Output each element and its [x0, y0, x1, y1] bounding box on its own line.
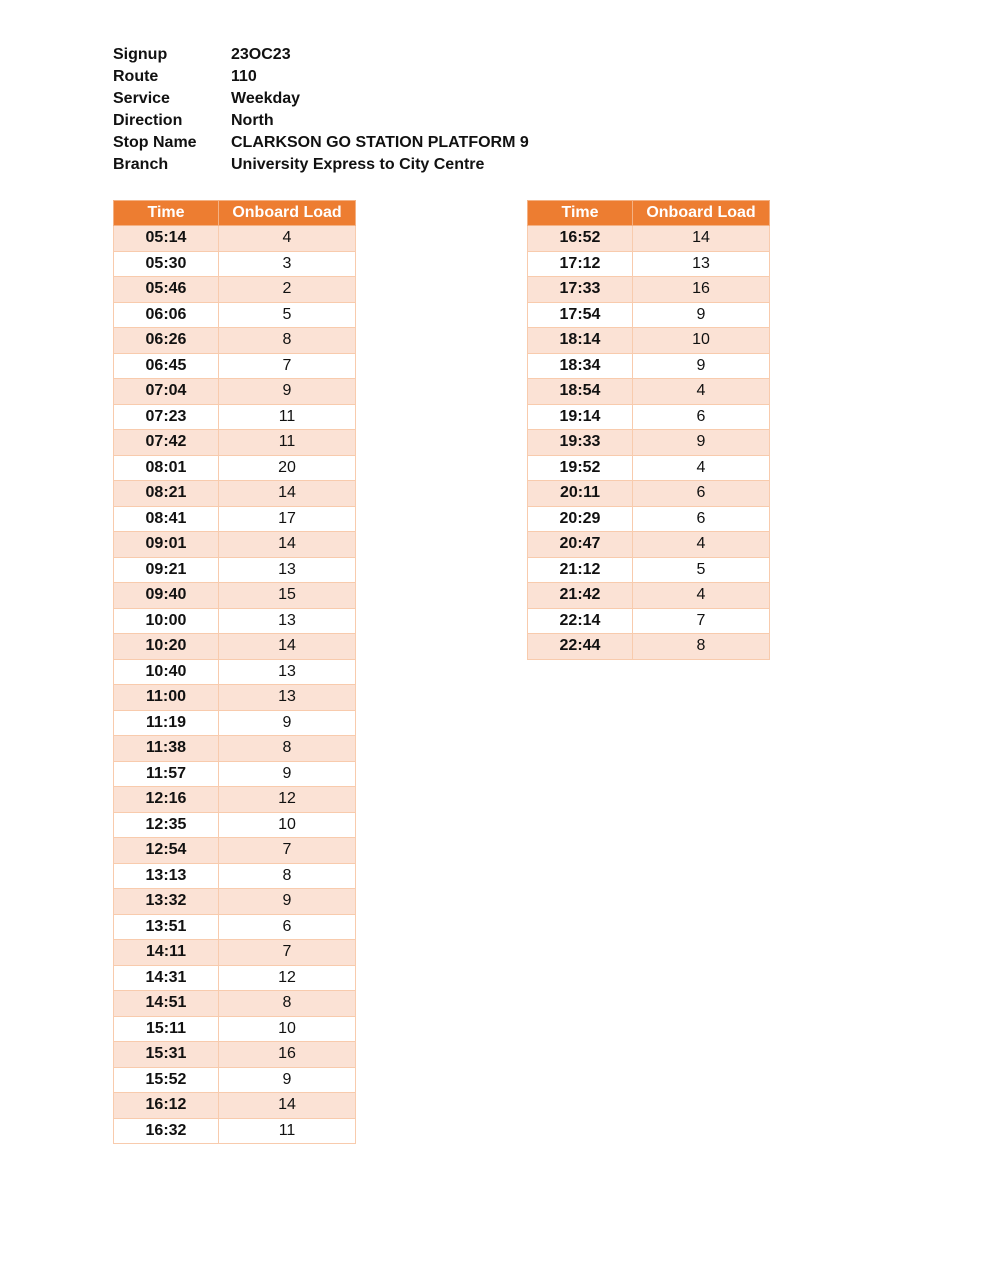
- meta-value: 23OC23: [231, 46, 291, 63]
- table-row: [528, 430, 770, 456]
- table-row: [528, 608, 770, 634]
- table-row: [528, 532, 770, 558]
- table-row: [114, 889, 356, 915]
- time-cell: 16:52: [528, 226, 633, 252]
- table-row: [114, 608, 356, 634]
- load-cell: 8: [219, 991, 356, 1017]
- table-row: [114, 685, 356, 711]
- load-cell: 9: [633, 353, 770, 379]
- time-cell: 11:19: [114, 710, 219, 736]
- meta-label: Service: [113, 90, 170, 107]
- time-cell: 14:11: [114, 940, 219, 966]
- load-cell: 9: [219, 710, 356, 736]
- meta-row-direction: [113, 110, 529, 132]
- load-cell: 11: [219, 430, 356, 456]
- table-row: [528, 404, 770, 430]
- table-row: [114, 659, 356, 685]
- time-cell: 08:01: [114, 455, 219, 481]
- load-cell: 9: [219, 889, 356, 915]
- load-table-left: [113, 200, 356, 1144]
- time-cell: 16:12: [114, 1093, 219, 1119]
- time-cell: 06:45: [114, 353, 219, 379]
- load-cell: 8: [219, 863, 356, 889]
- table-row: [114, 1016, 356, 1042]
- load-cell: 12: [219, 787, 356, 813]
- table-row: [528, 583, 770, 609]
- time-cell: 22:14: [528, 608, 633, 634]
- table-row: [528, 506, 770, 532]
- table-row: [114, 761, 356, 787]
- load-cell: 2: [219, 277, 356, 303]
- time-cell: 20:47: [528, 532, 633, 558]
- table-row: [114, 455, 356, 481]
- route-info: [113, 44, 529, 176]
- time-cell: 10:40: [114, 659, 219, 685]
- time-cell: 19:14: [528, 404, 633, 430]
- table-row: [114, 634, 356, 660]
- load-cell: 9: [219, 761, 356, 787]
- load-cell: 4: [633, 532, 770, 558]
- time-cell: 11:00: [114, 685, 219, 711]
- load-cell: 14: [219, 532, 356, 558]
- meta-value: University Express to City Centre: [231, 156, 485, 173]
- time-cell: 15:31: [114, 1042, 219, 1068]
- table-row: [114, 1042, 356, 1068]
- load-column-header: Onboard Load: [219, 201, 356, 226]
- load-cell: 6: [633, 404, 770, 430]
- table-row: [114, 328, 356, 354]
- time-cell: 07:04: [114, 379, 219, 405]
- time-cell: 17:54: [528, 302, 633, 328]
- table-row: [114, 379, 356, 405]
- time-cell: 08:41: [114, 506, 219, 532]
- time-cell: 08:21: [114, 481, 219, 507]
- table-row: [528, 277, 770, 303]
- load-cell: 7: [633, 608, 770, 634]
- time-cell: 19:33: [528, 430, 633, 456]
- load-cell: 13: [219, 659, 356, 685]
- time-cell: 12:35: [114, 812, 219, 838]
- meta-label: Branch: [113, 156, 169, 173]
- table-row: [114, 506, 356, 532]
- table-row: [114, 251, 356, 277]
- table-row: [114, 1093, 356, 1119]
- load-table-body: [114, 226, 356, 1144]
- time-cell: 07:23: [114, 404, 219, 430]
- table-row: [114, 302, 356, 328]
- time-cell: 09:40: [114, 583, 219, 609]
- time-cell: 12:54: [114, 838, 219, 864]
- table-row: [114, 557, 356, 583]
- load-cell: 13: [633, 251, 770, 277]
- time-cell: 09:21: [114, 557, 219, 583]
- meta-row-stop-name: [113, 132, 529, 154]
- meta-label: Signup: [113, 46, 168, 63]
- table-row: [528, 353, 770, 379]
- load-cell: 5: [633, 557, 770, 583]
- load-cell: 8: [219, 328, 356, 354]
- load-cell: 16: [633, 277, 770, 303]
- time-cell: 06:06: [114, 302, 219, 328]
- load-cell: 9: [633, 430, 770, 456]
- table-row: [114, 736, 356, 762]
- load-cell: 11: [219, 404, 356, 430]
- table-row: [114, 1118, 356, 1144]
- meta-value: Weekday: [231, 90, 301, 107]
- load-cell: 12: [219, 965, 356, 991]
- load-cell: 9: [219, 379, 356, 405]
- table-row: [114, 838, 356, 864]
- load-cell: 14: [633, 226, 770, 252]
- load-cell: 4: [633, 379, 770, 405]
- table-row: [114, 863, 356, 889]
- time-cell: 12:16: [114, 787, 219, 813]
- table-header-row: [114, 201, 356, 226]
- time-cell: 21:12: [528, 557, 633, 583]
- load-cell: 14: [219, 1093, 356, 1119]
- table-row: [528, 634, 770, 660]
- time-cell: 10:00: [114, 608, 219, 634]
- time-cell: 19:52: [528, 455, 633, 481]
- meta-row-route: [113, 66, 529, 88]
- load-cell: 13: [219, 608, 356, 634]
- table-row: [528, 251, 770, 277]
- load-cell: 7: [219, 838, 356, 864]
- time-cell: 20:29: [528, 506, 633, 532]
- table-row: [528, 455, 770, 481]
- load-cell: 20: [219, 455, 356, 481]
- meta-value: CLARKSON GO STATION PLATFORM 9: [231, 134, 529, 151]
- load-cell: 4: [633, 583, 770, 609]
- time-cell: 05:46: [114, 277, 219, 303]
- load-cell: 16: [219, 1042, 356, 1068]
- time-cell: 13:32: [114, 889, 219, 915]
- time-cell: 09:01: [114, 532, 219, 558]
- time-cell: 20:11: [528, 481, 633, 507]
- load-cell: 9: [633, 302, 770, 328]
- table-row: [114, 353, 356, 379]
- meta-value: 110: [231, 68, 257, 85]
- meta-row-branch: [113, 154, 529, 176]
- time-cell: 05:14: [114, 226, 219, 252]
- load-cell: 13: [219, 557, 356, 583]
- load-cell: 8: [219, 736, 356, 762]
- meta-value: North: [231, 112, 274, 129]
- load-cell: 13: [219, 685, 356, 711]
- table-header-row: [528, 201, 770, 226]
- load-cell: 7: [219, 940, 356, 966]
- time-cell: 18:54: [528, 379, 633, 405]
- load-cell: 10: [633, 328, 770, 354]
- table-row: [114, 1067, 356, 1093]
- time-cell: 16:32: [114, 1118, 219, 1144]
- load-cell: 14: [219, 634, 356, 660]
- table-row: [528, 328, 770, 354]
- time-cell: 14:31: [114, 965, 219, 991]
- load-cell: 3: [219, 251, 356, 277]
- meta-row-signup: [113, 44, 529, 66]
- table-row: [114, 965, 356, 991]
- time-cell: 11:57: [114, 761, 219, 787]
- load-cell: 10: [219, 812, 356, 838]
- time-cell: 05:30: [114, 251, 219, 277]
- table-row: [114, 226, 356, 252]
- time-cell: 06:26: [114, 328, 219, 354]
- meta-row-service: [113, 88, 529, 110]
- time-cell: 17:33: [528, 277, 633, 303]
- load-table-right: [527, 200, 770, 660]
- table-row: [114, 404, 356, 430]
- load-cell: 15: [219, 583, 356, 609]
- time-cell: 14:51: [114, 991, 219, 1017]
- time-column-header: Time: [528, 201, 633, 226]
- time-cell: 22:44: [528, 634, 633, 660]
- table-row: [528, 481, 770, 507]
- load-cell: 8: [633, 634, 770, 660]
- time-cell: 11:38: [114, 736, 219, 762]
- load-cell: 6: [219, 914, 356, 940]
- load-column-header: Onboard Load: [633, 201, 770, 226]
- load-table-body: [528, 226, 770, 660]
- time-cell: 13:13: [114, 863, 219, 889]
- table-row: [114, 481, 356, 507]
- table-row: [114, 787, 356, 813]
- time-cell: 18:14: [528, 328, 633, 354]
- meta-label: Direction: [113, 112, 183, 129]
- table-row: [114, 277, 356, 303]
- time-cell: 17:12: [528, 251, 633, 277]
- load-cell: 9: [219, 1067, 356, 1093]
- load-cell: 4: [219, 226, 356, 252]
- time-cell: 18:34: [528, 353, 633, 379]
- time-cell: 15:11: [114, 1016, 219, 1042]
- load-cell: 11: [219, 1118, 356, 1144]
- time-cell: 10:20: [114, 634, 219, 660]
- load-cell: 7: [219, 353, 356, 379]
- load-cell: 6: [633, 481, 770, 507]
- table-row: [528, 379, 770, 405]
- meta-label: Route: [113, 68, 159, 85]
- table-row: [114, 532, 356, 558]
- load-cell: 10: [219, 1016, 356, 1042]
- table-row: [114, 940, 356, 966]
- table-row: [528, 557, 770, 583]
- table-row: [528, 226, 770, 252]
- load-cell: 4: [633, 455, 770, 481]
- time-cell: 21:42: [528, 583, 633, 609]
- table-row: [114, 710, 356, 736]
- time-cell: 07:42: [114, 430, 219, 456]
- load-cell: 14: [219, 481, 356, 507]
- load-cell: 5: [219, 302, 356, 328]
- table-row: [114, 583, 356, 609]
- table-row: [528, 302, 770, 328]
- time-column-header: Time: [114, 201, 219, 226]
- table-row: [114, 914, 356, 940]
- time-cell: 15:52: [114, 1067, 219, 1093]
- table-row: [114, 430, 356, 456]
- table-row: [114, 991, 356, 1017]
- load-cell: 6: [633, 506, 770, 532]
- meta-label: Stop Name: [113, 134, 197, 151]
- table-row: [114, 812, 356, 838]
- load-cell: 17: [219, 506, 356, 532]
- time-cell: 13:51: [114, 914, 219, 940]
